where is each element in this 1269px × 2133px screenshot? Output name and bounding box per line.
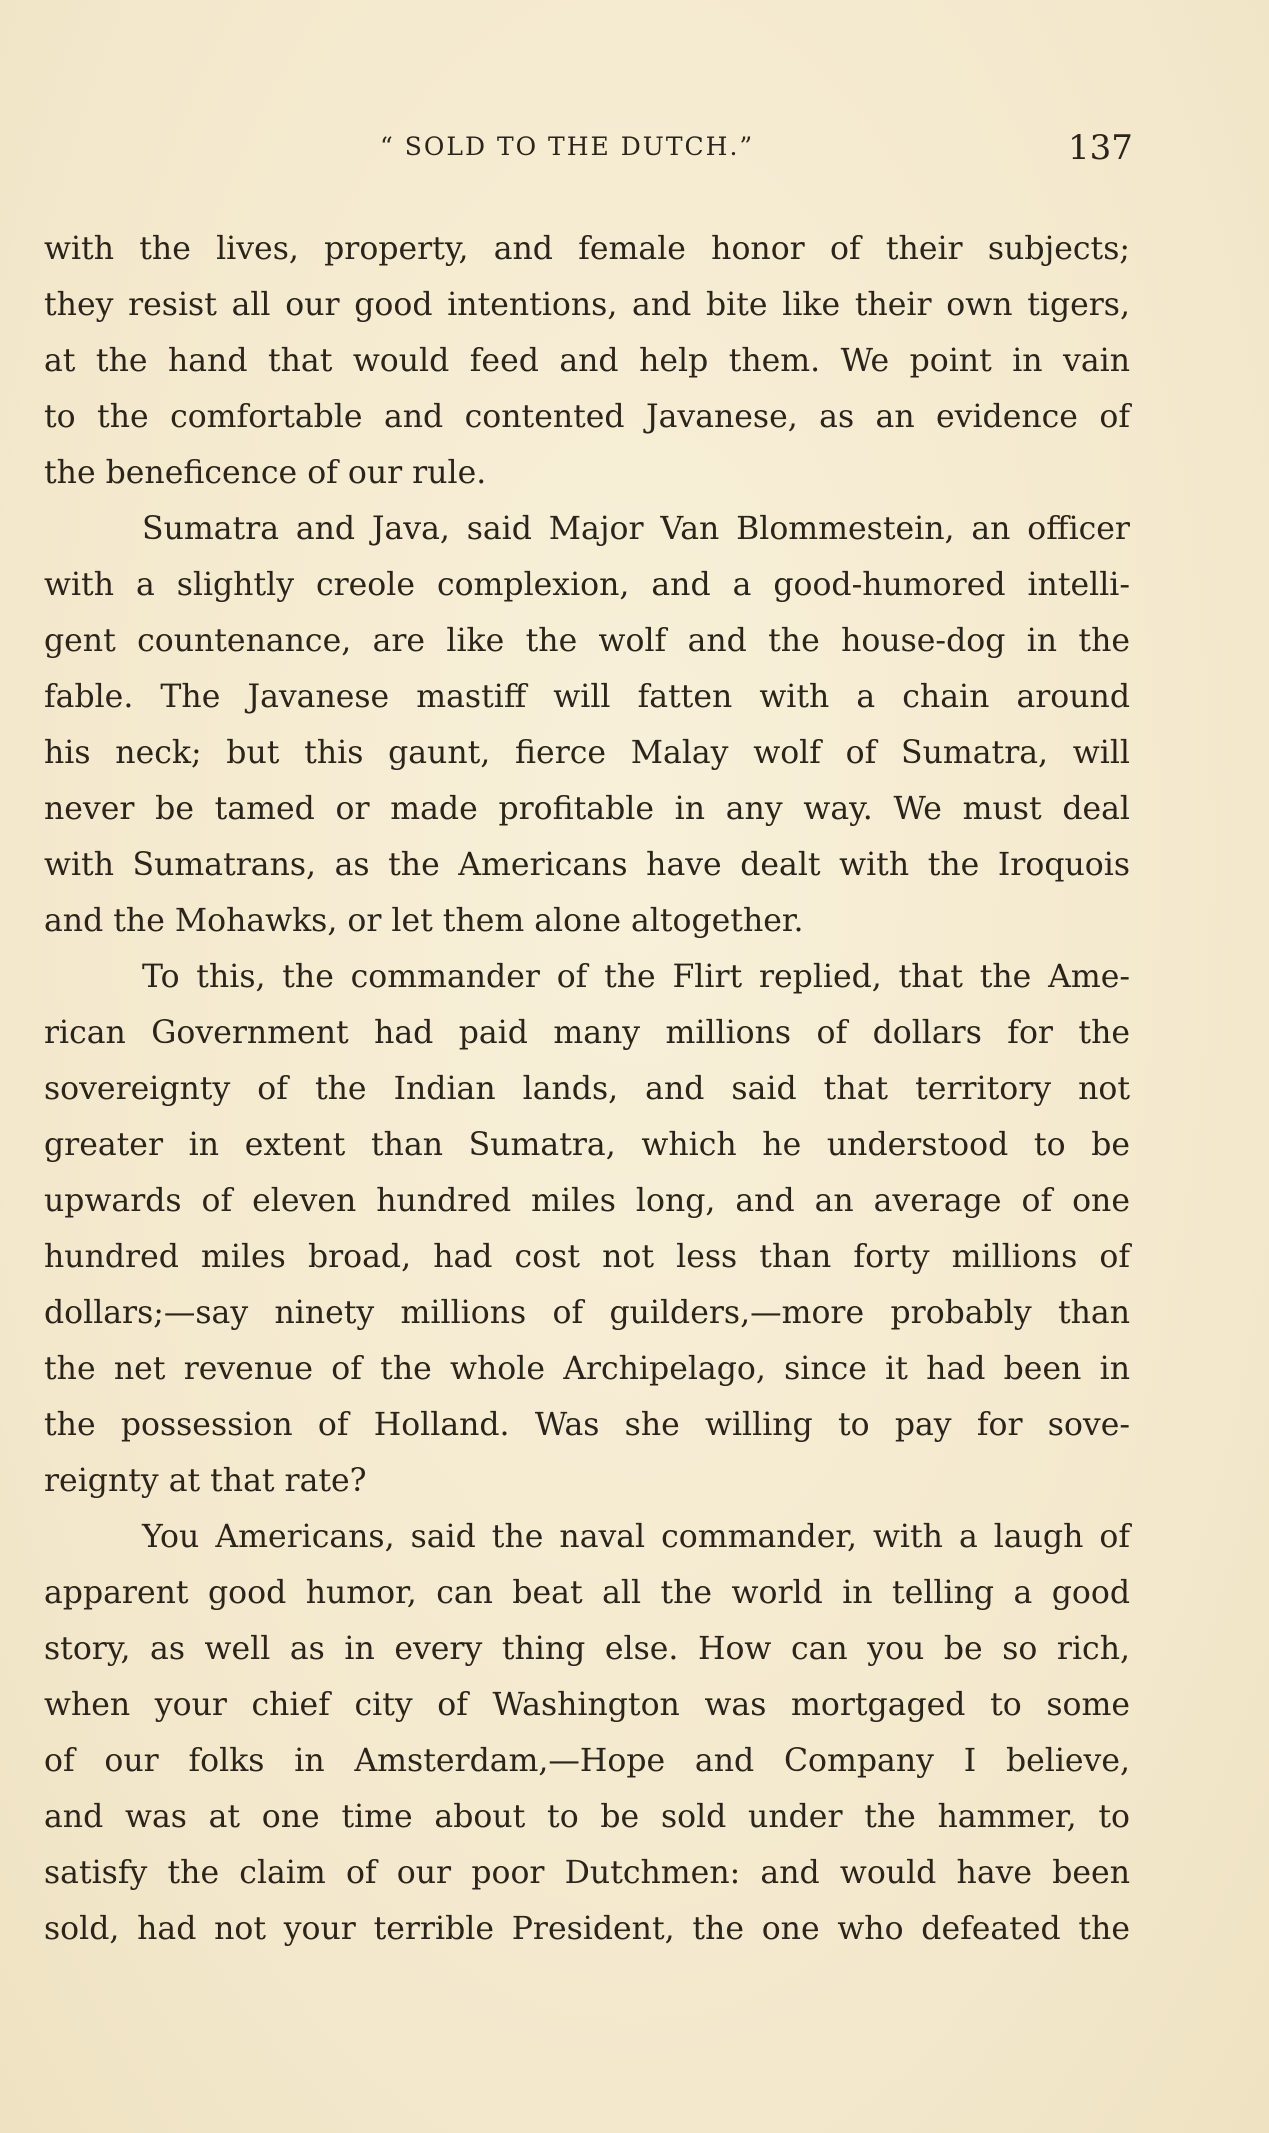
text-line: his neck; but this gaunt, fierce Malay wolf of Sumatra, will — [44, 735, 1130, 771]
text-line: greater in extent than Sumatra, which he understood to be — [44, 1127, 1130, 1163]
text-line: at the hand that would feed and help them. We point in vain — [44, 343, 1130, 379]
text-line: with the lives, property, and female honor of their subjects; — [44, 231, 1130, 267]
text-line: to the comfortable and contented Javanese, as an evidence of — [44, 399, 1130, 435]
text-line: reignty at that rate? — [44, 1463, 367, 1499]
text-line: they resist all our good intentions, and bite like their own tigers, — [44, 287, 1130, 323]
paragraph-start-line: Sumatra and Java, said Major Van Blommestein, an officer — [142, 511, 1130, 547]
page-header — [0, 128, 1269, 168]
text-line: and the Mohawks, or let them alone altogether. — [44, 903, 804, 939]
running-head: “ SOLD TO THE DUTCH.” — [380, 132, 755, 161]
text-line: the possession of Holland. Was she willing to pay for sove- — [44, 1407, 1130, 1443]
text-line: with a slightly creole complexion, and a good-humored intelli- — [44, 567, 1130, 603]
text-line: the beneficence of our rule. — [44, 455, 487, 491]
text-line: when your chief city of Washington was mortgaged to some — [44, 1687, 1130, 1723]
paragraph-start-line: To this, the commander of the Flirt replied, that the Ame- — [142, 959, 1130, 995]
page-number: 137 — [1068, 128, 1133, 168]
text-line: rican Government had paid many millions of dollars for the — [44, 1015, 1130, 1051]
text-line: gent countenance, are like the wolf and the house-dog in the — [44, 623, 1130, 659]
text-line: hundred miles broad, had cost not less than forty millions of — [44, 1239, 1130, 1275]
paragraph-start-line: You Americans, said the naval commander, with a laugh of — [142, 1519, 1130, 1555]
text-line: satisfy the claim of our poor Dutchmen: and would have been — [44, 1855, 1130, 1891]
text-line: never be tamed or made profitable in any way. We must deal — [44, 791, 1130, 827]
text-line: apparent good humor, can beat all the world in telling a good — [44, 1575, 1130, 1611]
text-line: dollars;—say ninety millions of guilders,—more probably than — [44, 1295, 1130, 1331]
text-line: sovereignty of the Indian lands, and said that territory not — [44, 1071, 1130, 1107]
text-line: and was at one time about to be sold under the hammer, to — [44, 1799, 1130, 1835]
text-line: fable. The Javanese mastiff will fatten with a chain around — [44, 679, 1130, 715]
text-line: story, as well as in every thing else. How can you be so rich, — [44, 1631, 1130, 1667]
text-line: sold, had not your terrible President, the one who defeated the — [44, 1911, 1130, 1947]
text-line: of our folks in Amsterdam,—Hope and Company I believe, — [44, 1743, 1130, 1779]
body-text — [44, 221, 1130, 1957]
text-line: with Sumatrans, as the Americans have dealt with the Iroquois — [44, 847, 1130, 883]
text-line: upwards of eleven hundred miles long, and an average of one — [44, 1183, 1130, 1219]
text-line: the net revenue of the whole Archipelago, since it had been in — [44, 1351, 1130, 1387]
